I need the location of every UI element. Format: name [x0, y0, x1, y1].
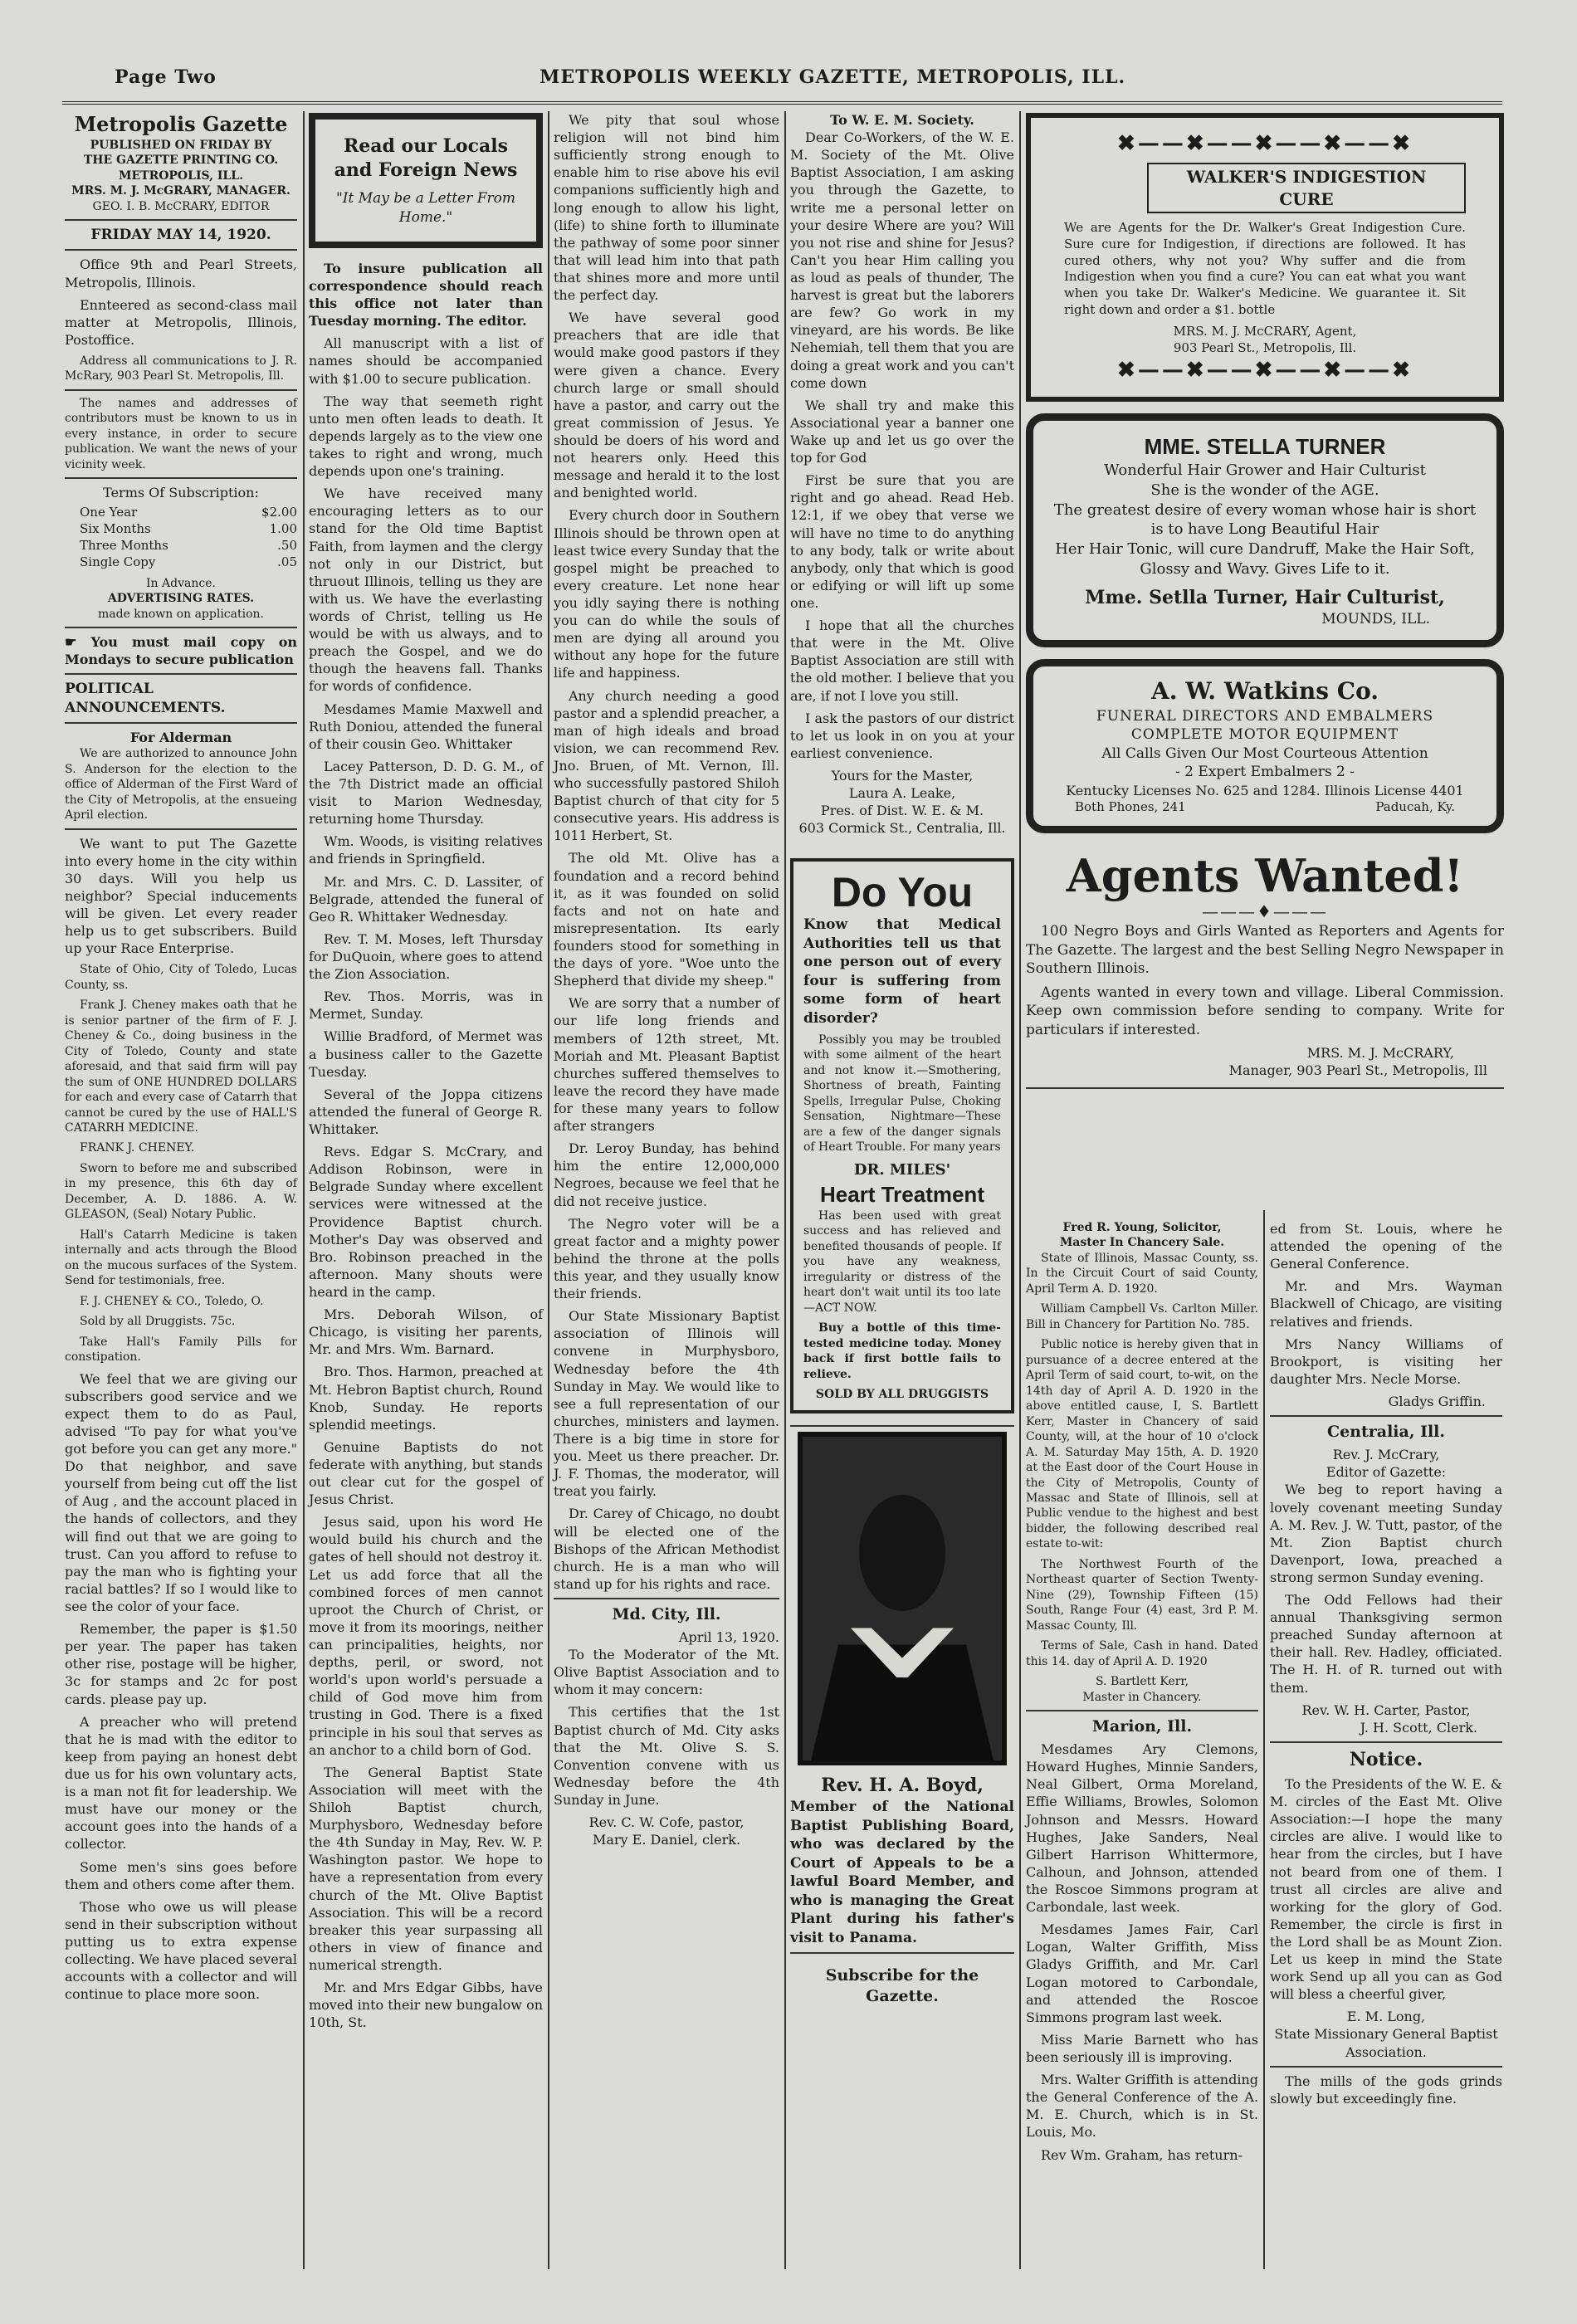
wem-title: To W. E. M. Society. [830, 112, 974, 128]
watkins-title: A. W. Watkins Co. [1150, 677, 1379, 706]
office-text: Office 9th and Pearl Streets, Metropolis, Illinois. [65, 256, 297, 290]
chancery-para: State of Illinois, Massac County, ss. In the Circuit Court of said County, April Term A. D. 1920. [1026, 1251, 1258, 1296]
entered-text: Ennteered as second-class mail matter at Metropolis, Illinois, Postoffice. [65, 296, 297, 348]
preacher-text: A preacher who will pretend that he is mad with the editor to keep from paying an honest debt due us for his own voluntary acts, is a man not fit for leadership. We must have our money or the account goes into the hands of a collector. [65, 1713, 297, 1853]
walker-title: WALKER'S INDIGESTION CURE [1147, 163, 1466, 213]
col5b-para: Mrs Nancy Williams of Brookport, is visiting her daughter Mrs. Necle Morse. [1270, 1335, 1502, 1387]
col2-para: Mrs. Deborah Wilson, of Chicago, is visiting her parents, Mr. and Mrs. Wm. Barnard. [309, 1306, 543, 1358]
mdcity-para: This certifies that the 1st Baptist church of Md. City asks that the Mt. Olive S. S. Convention convene with us Wednesday before the 4th Sunday in June. [554, 1704, 779, 1809]
insure-text: To insure publication all correspondence should reach this office not later than Tuesday morning. The editor. [309, 260, 543, 330]
column-2 [309, 111, 543, 2236]
masthead-title: Metropolis Gazette [74, 112, 288, 136]
boyd-caption: Member of the National Baptist Publishing Board, who was declared by the Court of Appeals to be a lawful Board Member, and who is managing the Great Plant during his father's visit to Panama. [790, 1799, 1014, 1946]
chancery-para: Public notice is hereby given that in pursuance of a decree entered at the April Term of said court, to-wit, on the 14th day of April A. D. 1920 in the above entitled cause, I, S. Bartlett Kerr, Master in Chancery of said County, will, at the hour of 10 o'clock A. M. Saturday May 15th, A. D. 1920 at the East door of the Court House in the City of Metropolis, County of Massac and State of Illinois, sell at Public vendue to the highest and best bidder, the following described real estate to-wit: [1026, 1338, 1258, 1551]
doyou-sold: SOLD BY ALL DRUGGISTS [815, 1387, 989, 1401]
marion-para: Mrs. Walter Griffith is attending the General Conference of the A. M. E. Church, which is in St. Louis, Mo. [1026, 2072, 1258, 2141]
agents-signature: Manager, 903 Pearl St., Metropolis, Ill [1228, 1062, 1487, 1079]
locals-box-subtitle: "It May be a Letter From Home." [335, 190, 516, 226]
column-rule [548, 111, 549, 2269]
col2-para: We have received many encouraging letters as to our stand for the Old time Baptist Faith, from laymen and the clergy not only in our District, but thruout Illinois, telling us they are with us. We have the everlasting words of Christ, telling us He would be with us always, and to preach the Gospel, and we do though the heavens fall. Thanks for words of confidence. [309, 486, 543, 695]
chancery-head: Fred R. Young, Solicitor, [1062, 1221, 1222, 1234]
col2-para: Rev. T. M. Moses, left Thursday for DuQuoin, where goes to attend the Zion Association. [309, 930, 543, 983]
turner-signature: Mme. Setlla Turner, Hair Culturist, [1085, 586, 1445, 608]
catarrh-notice: State of Ohio, City of Toledo, Lucas County, ss. Frank J. Cheney makes oath that he is senior partner of the firm of F. J. Cheney & Co., doing business in the City of Toledo, County and state aforesaid, and that said firm will pay the sum of ONE HUNDRED DOLLARS for each and every case of Catarrh that cannot be cured by the use of HALL'S CATARRH MEDICINE. FRANK J. CHENEY. Sworn to before me and subscribed in my presence, this 6th day of December, A. D. 1886. A. W. GLEASON, (Seal) Notary Public. Hall's Catarrh Medicine is taken internally and acts through the Blood on the mucous surfaces of the System. Send for testimonials, free. F. J. CHENEY & CO., Toledo, O. Sold by all Druggists. 75c. Take Hall's Family Pills for constipation. [65, 963, 297, 1365]
walker-text: We are Agents for the Dr. Walker's Great Indigestion Cure. Sure cure for Indigestion, if directions are followed. It has cured others, why not you? Why suffer and die from Indigestion when you find a cure? You can eat what you want when you take Dr. Walker's Medicine. We guarantee it. Sit right down and order a $1. bottle [1064, 220, 1466, 318]
col5b-signature: Gladys Griffin. [1388, 1393, 1486, 1409]
wem-para: Dear Co-Workers, of the W. E. M. Society of the Mt. Olive Baptist Association, I am asking you through the Gazette, to write me a personal letter on your desire Where are you? Will you not rise and shine for Jesus? Can't you hear Him calling you as loud as peals of thunder, The harvest is great but the laborers are few? Go work in my vineyard, are his words. Be like Nehemiah, tell them that you are doing a great work and you can't come down [790, 129, 1014, 391]
chancery-signature: Master in Chancery. [1082, 1690, 1202, 1704]
walker-ad [1026, 113, 1504, 402]
page-number: Page Two [115, 66, 217, 88]
heart-treatment-ad [790, 858, 1014, 1413]
names-note: The names and addresses of contributors must be known to us in every instance, in order to secure publication. We want the news of your vicinity week. [65, 396, 297, 471]
chancery-para: William Campbell Vs. Carlton Miller. Bill in Chancery for Partition No. 785. [1026, 1302, 1258, 1331]
turner-line: Her Hair Tonic, will cure Dandruff, Make the Hair Soft, Glossy and Wavy. Gives Life to it. [1055, 540, 1475, 578]
feel-text: We feel that we are giving our subscribers good service and we expect them to do as Paul, advised "To pay for what you've got before you can get any more." Do that neighbor, and save yourself from being cut off the list of Aug , and the account placed in the hands of collectors, and they will find out that we are going to trust. Can you afford to refuse to pay the man who is fighting your racial battles? If so I would like to see the color of your face. [65, 1370, 297, 1614]
watkins-footer [1050, 799, 1480, 816]
walker-signature: MRS. M. J. McCRARY, Agent, [1173, 323, 1357, 339]
ornament-icon: ✖——✖——✖——✖——✖ [1117, 131, 1413, 156]
centralia-signature: Rev. W. H. Carter, Pastor, [1301, 1702, 1471, 1718]
page-header-title: METROPOLIS WEEKLY GAZETTE, METROPOLIS, ILL. [540, 66, 1126, 88]
terms-title: Terms Of Subscription: [103, 485, 259, 501]
col3-para: The Negro voter will be a great factor and a mighty power behind the throne at the polls this year, and they usually know their friends. [554, 1215, 779, 1302]
doyou-tail: Has been used with great success and has relieved and benefited thousands of people. If you have any weakness, irregularity or distress of the heart don't wait until its too late—ACT NOW. [803, 1208, 1001, 1315]
watkins-phone: Both Phones, 241 [1075, 798, 1186, 814]
wem-signature: Pres. of Dist. W. E. & M. [820, 803, 984, 819]
locals-news-box [309, 113, 543, 248]
col5b-para: ed from St. Louis, where he attended the opening of the General Conference. [1270, 1221, 1502, 1272]
column-5a [1026, 1220, 1258, 2241]
doyou-brand: DR. MILES' [853, 1160, 951, 1179]
col2-para: Rev. Thos. Morris, was in Mermet, Sunday. [309, 989, 543, 1023]
address-note: Address all communications to J. R. McRary, 903 Pearl St. Metropolis, Ill. [65, 354, 297, 383]
col3-para: We have several good preachers that are idle that would make good pastors if they were given a chance. Every church large or small should have a pastor, and carry out the great commission of Jesus. Ye should be doers of his word and not hearers only. Heed this message and herald it to the lost and benighted world. [554, 310, 779, 501]
col2-para: Jesus said, upon his word He would build his church and the gates of hell should not destroy it. Let us add force that all the combined forces of men cannot uproot the Church of Christ, or move it from its moorings, neither can principalities, heights, nor depths, peril, or sword, not world's upon world's persuade a child of God move him from trusting in God. There is a fixed principle in his soul that serves as an anchor to a child born of God. [309, 1514, 543, 1758]
mdcity-title: Md. City, Ill. [612, 1604, 721, 1623]
watkins-ad [1026, 659, 1504, 833]
notice-para: To the Presidents of the W. E. & M. circles of the East Mt. Olive Association:—I hope the many circles are alive. I would like to hear from the circles, but I have not beard from one of them. I trust all circles are alive and working for the glory of God. Remember, the circle is first in the Lord shall be as Mount Zion. Let us keep in mind the State work Send up all you can as God will bless a cheerful giver, [1270, 1775, 1502, 2003]
marion-para: Mesdames Ary Clemons, Howard Hughes, Minnie Sanders, Neal Gilbert, Orma Moreland, Effie Williams, Browles, Solomon Johnson and Messrs. Howard Hughes, Jake Sanders, Neal Gilbert Harrison Whittermore, Calhoun, and Johnson, attended the Roscoe Simmons program at Carbondale, last week. [1026, 1741, 1258, 1916]
notice-signature: E. M. Long, [1346, 2009, 1426, 2025]
terms-row: Six Months 1.00 [80, 521, 297, 537]
col3-para: Every church door in Southern Illinois should be thrown open at least twice every Sunday that the gospel might be preached to every creature. Let none hear you idly saying there is nothing you can do while the souls of men are dying all around you without any hope for the future life and happiness. [554, 507, 779, 681]
watkins-line: COMPLETE MOTOR EQUIPMENT [1130, 726, 1399, 744]
turner-line: The greatest desire of every woman whose hair is short is to have Long Beautiful Hair [1053, 500, 1477, 539]
column-1 [65, 111, 297, 2236]
wem-signature: Laura A. Leake, [848, 785, 956, 802]
centralia-title: Centralia, Ill. [1326, 1423, 1446, 1442]
agents-text: 100 Negro Boys and Girls Wanted as Reporters and Agents for The Gazette. The largest and the best Selling Negro Newspaper in Southern Illinois. [1026, 923, 1504, 978]
column-rule [1019, 111, 1021, 2269]
centralia-para: We beg to report having a lovely covenant meeting Sunday A. M. Rev. J. W. Tutt, pastor, of the Mt. Zion Baptist church Davenport, Iowa, preached a strong sermon Sunday evening. [1270, 1482, 1502, 1585]
doyou-body: Possibly you may be troubled with some ailment of the heart and not know it.—Smothering, Shortness of breath, Fainting Spells, Irregular Pulse, Choking Sensation, Nightmare—These are a few of the danger signals of Heart Trouble. For many years [803, 1033, 1001, 1155]
chancery-signature: S. Bartlett Kerr, [1095, 1675, 1189, 1689]
turner-line: Wonderful Hair Grower and Hair Culturist [1104, 461, 1426, 480]
col3-para: Our State Missionary Baptist association of Illinois will convene in Murphysboro, Wednesday before the 4th Sunday in May. We would like to see a full representation of our churches, ministers and laymen. There is a big time in store for you. Meet us there preacher. Dr. J. F. Thomas, the moderator, will treat you fairly. [554, 1308, 779, 1500]
doyou-lead: Know that Medical Authorities tell us that one person out of every four is suffering from some form of heart disorder? [803, 916, 1001, 1027]
centralia-para: The Odd Fellows had their annual Thanksgiving sermon preached Sunday afternoon at their hall. Rev. Hadley, officiated. The H. H. of R. turned out with them. [1270, 1592, 1502, 1696]
wem-para: We shall try and make this Associational year a banner one Wake up and let us go over the top for God [790, 397, 1014, 466]
agents-title: Agents Wanted! [1066, 848, 1464, 902]
marion-para: Rev Wm. Graham, has return- [1041, 2146, 1243, 2163]
col2-para: All manuscript with a list of names should be accompanied with $1.00 to secure publication. [309, 335, 543, 387]
mdcity-date: April 13, 1920. [678, 1629, 779, 1646]
alderman-title: For Alderman [129, 730, 232, 746]
agents-text: Agents wanted in every town and village. Liberal Commission. Keep own commission before sending to company. Write for particulars if interested. [1026, 984, 1504, 1038]
masthead-line: MRS. M. J. McGRARY, MANAGER. [71, 184, 290, 198]
chancery-head: Master In Chancery Sale. [1059, 1236, 1225, 1250]
column-4 [790, 111, 1014, 2236]
portrait-photo [798, 1432, 1007, 1765]
advertising-title: ADVERTISING RATES. [107, 592, 255, 606]
want-text: We want to put The Gazette into every home in the city within 30 days. Will you help us neighbor? Special inducements will be given. Let every reader help us to get subscribers. Build up your Race Enterprise. [65, 835, 297, 957]
mdcity-signature: Rev. C. W. Cofe, pastor, [588, 1814, 745, 1831]
masthead-line: METROPOLIS, ILL. [118, 168, 243, 183]
agents-signature: MRS. M. J. McCRARY, [1306, 1045, 1454, 1062]
terms-list [80, 505, 297, 570]
locals-box-title: Read our Locals and Foreign News [334, 135, 518, 182]
notice-title: Notice. [1349, 1748, 1423, 1770]
alderman-text: We are authorized to announce John S. Anderson for the election to the office of Alderman of the First Ward of the City of Metropolis, at the ensueing April election. [65, 747, 297, 823]
issue-date: FRIDAY MAY 14, 1920. [90, 227, 271, 244]
col2-para: Wm. Woods, is visiting relatives and friends in Springfield. [309, 833, 543, 867]
col3-para: We are sorry that a number of our life long friends and members of 12th street, Mt. Moriah and Mt. Pleasant Baptist churches suffered themselves to leave the record they have made for these many years to follow after strangers [554, 995, 779, 1135]
turner-line: She is the wonder of the AGE. [1150, 481, 1379, 499]
doyou-title: Do You [831, 869, 974, 916]
chancery-para: The Northwest Fourth of the Northeast quarter of Section Twenty-Nine (29), Township Fifteen (15) South, Range Four (4) east, 3rd P. M. Massac County, Ill. [1026, 1557, 1258, 1633]
col3-para: We pity that soul whose religion will not bind him sufficiently strong enough to enable him to rise above his evil companions sufficiently high and long enough to allow his light, (life) to shine forth to illuminate the pathway of some poor sinner that will lead him into that path that shines more and more until the perfect day. [554, 112, 779, 304]
col5b-para: Mr. and Mrs. Wayman Blackwell of Chicago, are visiting relatives and friends. [1270, 1278, 1502, 1330]
col2-para: Mr. and Mrs Edgar Gibbs, have moved into their new bungalow on 10th, St. [309, 1980, 543, 2031]
some-text: Some men's sins goes before them and others come after them. [65, 1858, 297, 1892]
divider-ornament-icon: ———♦——— [1202, 901, 1328, 922]
ornament-icon: ✖——✖——✖——✖——✖ [1117, 358, 1413, 383]
political-title: POLITICAL ANNOUNCEMENTS. [65, 681, 226, 716]
column-rule [784, 111, 786, 2269]
col2-para: The General Baptist State Association will meet with the Shiloh Baptist church, Murphysboro, Wednesday before the 4th Sunday in May, Rev. W. P. Washington pastor. We hope to have a representation from every church of the Mt. Olive Baptist Association. This will be a record breaker this year surpassing all others in view of finance and numerical strength. [309, 1764, 543, 1973]
wem-signature: 603 Cormick St., Centralia, Ill. [798, 820, 1006, 837]
turner-ad [1026, 413, 1504, 647]
watkins-line: All Calls Given Our Most Courteous Attention [1101, 745, 1428, 762]
wem-signature: Yours for the Master, [831, 767, 974, 784]
col2-para: Mesdames Mamie Maxwell and Ruth Doniou, attended the funeral of their cousin Geo. Whittaker [309, 701, 543, 752]
doyou-buy: Buy a bottle of this time-tested medicine today. Money back if first bottle fails to relieve. [803, 1321, 1001, 1381]
masthead-line: PUBLISHED ON FRIDAY BY [90, 138, 272, 152]
doyou-treatment: Heart Treatment [820, 1181, 984, 1207]
marion-title: Marion, Ill. [1091, 1717, 1193, 1736]
centralia-to: Editor of Gazette: [1326, 1464, 1447, 1481]
col3-para: Dr. Leroy Bunday, has behind him the entire 12,000,000 Negroes, because we feel that he did not receive justice. [554, 1140, 779, 1209]
column-rule [303, 111, 305, 2269]
col2-para: Willie Bradford, of Mermet was a business caller to the Gazette Tuesday. [309, 1028, 543, 1080]
col2-para: Revs. Edgar S. McCrary, and Addison Robinson, were in Belgrade Sunday where excellent services were witnessed at the Providence Baptist church. Mother's Day was observed and Bro. Robinson preached in the afternoon. Many shouts were heard in the camp. [309, 1144, 543, 1300]
watkins-city: Paducah, Ky. [1375, 798, 1455, 814]
wem-para: I ask the pastors of our district to let us look in on you at your earliest convenience. [790, 710, 1014, 761]
column-5b [1270, 1220, 1502, 2241]
watkins-line: Kentucky Licenses No. 625 and 1284. Illinois License 4401 [1066, 782, 1464, 798]
notice-signature: State Missionary General Baptist Association. [1274, 2026, 1498, 2060]
column-rule [1263, 1210, 1265, 2269]
mail-copy-text: ☛ You must mail copy on Mondays to secure publication [65, 633, 297, 668]
turner-title: MME. STELLA TURNER [1144, 433, 1386, 459]
wem-para: First be sure that you are right and go ahead. Read Heb. 12:1, if we obey that verse we will have no time to do anything to any body, talk or write about anybody, only that which is good or edifying or will lift up some one. [790, 472, 1014, 611]
advance-text: In Advance. [146, 576, 216, 590]
remember-text: Remember, the paper is $1.50 per year. The paper has taken other rise, postage will be higher, 3c for stamps and 2c for post cards. please pay up. [65, 1621, 297, 1707]
header-rule [62, 101, 1502, 105]
centralia-to: Rev. J. McCrary, [1332, 1447, 1440, 1463]
mdcity-para: To the Moderator of the Mt. Olive Baptist Association and to whom it may concern: [554, 1647, 779, 1698]
col2-para: Several of the Joppa citizens attended the funeral of George R. Whittaker. [309, 1086, 543, 1137]
masthead-line: THE GAZETTE PRINTING CO. [83, 154, 279, 168]
marion-para: Mesdames James Fair, Carl Logan, Walter Griffith, Miss Gladys Griffith, and Mr. Carl Logan motored to Carbondale, and attended the Roscoe Simmons program last week. [1026, 1921, 1258, 2025]
turner-city: MOUNDS, ILL. [1321, 610, 1430, 627]
those-text: Those who owe us will please send in their subscription without putting us to extra expense collecting. We have placed several accounts with a collector and will continue to place more soon. [65, 1898, 297, 2003]
subscribe-text: Subscribe for the Gazette. [825, 1965, 979, 2006]
column-3 [554, 111, 779, 2236]
boyd-name: Rev. H. A. Boyd, [821, 1775, 984, 1797]
marion-para: Miss Marie Barnett who has been seriously ill is improving. [1026, 2031, 1258, 2065]
terms-row: Single Copy .05 [80, 554, 297, 569]
pointing-hand-icon: ☛ [65, 633, 91, 650]
col2-para: Lacey Patterson, D. D. G. M., of the 7th District made an official visit to Marion Wednesday, returning home Thursday. [309, 758, 543, 828]
watkins-line: - 2 Expert Embalmers 2 - [1174, 764, 1355, 781]
advertising-text: made known on application. [97, 607, 264, 621]
mdcity-signature: Mary E. Daniel, clerk. [592, 1832, 741, 1848]
terms-row: Three Months .50 [80, 537, 297, 553]
masthead-line: GEO. I. B. McCRARY, EDITOR [92, 199, 270, 213]
col2-para: Bro. Thos. Harmon, preached at Mt. Hebron Baptist church, Round Knob, Sunday. He reports splendid meetings. [309, 1364, 543, 1433]
wem-para: I hope that all the churches that were in the Mt. Olive Baptist Association are still with the old mother. I believe that you are, if not I love you still. [790, 618, 1014, 704]
chancery-para: Terms of Sale, Cash in hand. Dated this 14. day of April A. D. 1920 [1026, 1639, 1258, 1668]
col3-para: Dr. Carey of Chicago, no doubt will be elected one of the Bishops of the African Methodist church. He is a man who will stand up for his rights and race. [554, 1506, 779, 1592]
walker-signature: 903 Pearl St., Metropolis, Ill. [1173, 339, 1357, 355]
watkins-line: FUNERAL DIRECTORS AND EMBALMERS [1096, 708, 1434, 725]
col3-para: The old Mt. Olive has a foundation and a record behind it, as it was founded on solid facts and not on hate and misrepresentation. Its early founders stood for something in the days of yore. "Woe unto the Shepherd that divide my sheep." [554, 850, 779, 989]
terms-row: One Year $2.00 [80, 505, 297, 520]
mills-text: The mills of the gods grinds slowly but exceedingly fine. [1270, 2073, 1502, 2107]
col3-para: Any church needing a good pastor and a splendid preacher, a man of high ideals and broad vision, we can recommend Rev. Jno. Bruen, of Mt. Vernon, Ill. who successfully pastored Shiloh Baptist church of that city for 5 consecutive years. His address is 1011 Herbert, St. [554, 687, 779, 844]
col2-para: Genuine Baptists do not federate with anything, but stands out clear cut for the gospel of Jesus Christ. [309, 1438, 543, 1508]
col2-para: The way that seemeth right unto men often leads to death. It depends largely as to the view one takes to right and wrong, much depends upon one's training. [309, 393, 543, 480]
col2-para: Mr. and Mrs. C. D. Lassiter, of Belgrade, attended the funeral of Geo R. Whittaker Wednesday. [309, 873, 543, 925]
centralia-signature: J. H. Scott, Clerk. [1360, 1719, 1477, 1736]
